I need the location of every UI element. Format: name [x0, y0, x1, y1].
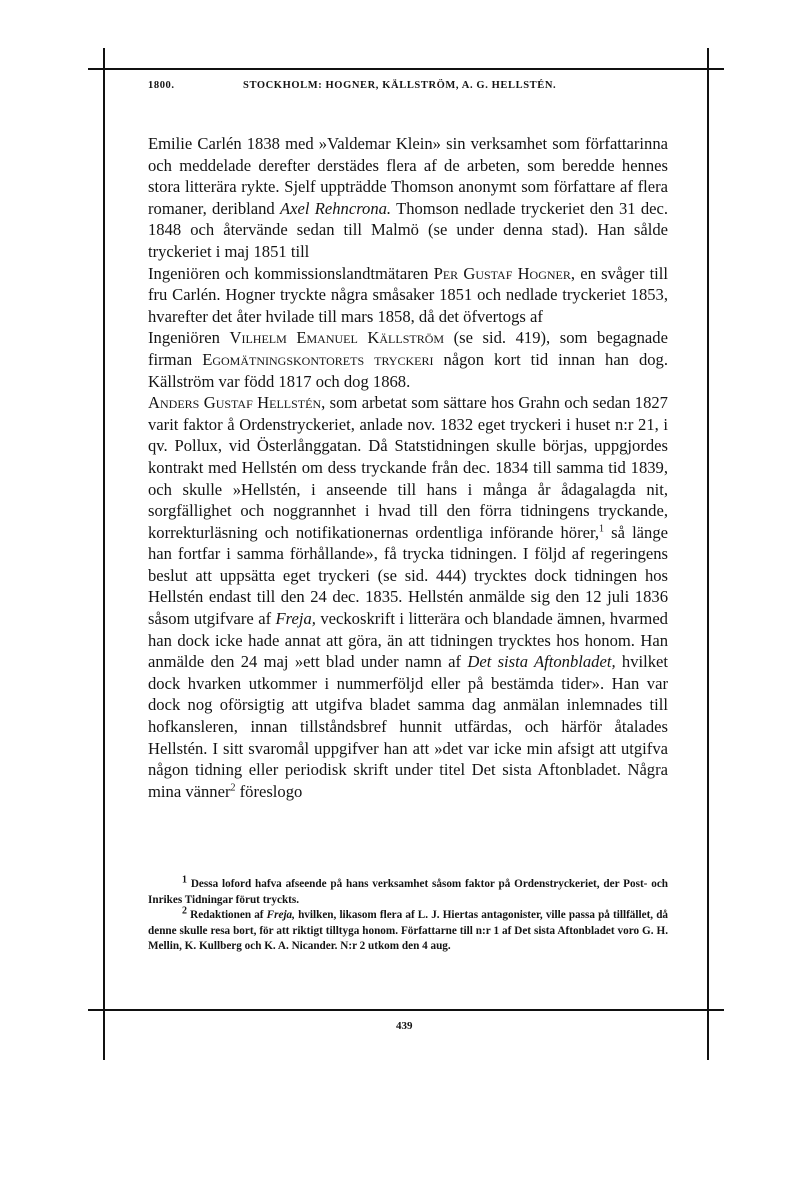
header-page-number: 1800. — [148, 80, 175, 91]
frame-left-rule — [103, 48, 105, 1060]
firm-name: Egomätningskontorets tryckeri — [202, 349, 434, 369]
footnote-1: $^1$ Dessa loford hafva afseende på hans verksamhet såsom faktor på Ordenstryckeriet, der Post- och Inrikes Tidningar förut tryckts. — [148, 874, 669, 906]
paragraph-hogner: Ingeniören och kommissionslandtmätaren Per Gustaf Hogner, en svåger till fru Carlén. Hogner tryckte några småsaker 1851 och nedlade tryckeriet 1853, hvarefter det åter hvilade till mars 1858, då det öfvertogs af — [148, 263, 669, 326]
paragraph-thomson: Emilie Carlén 1838 med »Valdemar Klein» sin verksamhet som författarinna och meddelade derefter derstädes flera af de arbeten, som beredde hennes stora litterära rykte. Sjelf uppträdde Thomson anonymt som författare af flera romaner, deribland Axel Rehncrona. Thomson nedlade tryckeriet den 31 dec. 1848 och återvände sedan till Malmö (se under denna stad). Han sålde tryckeriet i maj 1851 till — [148, 134, 668, 261]
footnote-2: $^2$ Redaktionen af Freja, hvilken, likasom flera af L. J. Hiertas antagonister, ville passa på tillfället, då denne skulle resa bort, för att riktigt tilltyga honom. Författarne till n:r 1 af Det sista Aftonbladet voro G. H. Mellin, K. Kullberg och K. A. Nicander. N:r 2 utkom den 4 aug. — [148, 905, 669, 953]
header-running-title: STOCKHOLM: HOGNER, KÄLLSTRÖM, A. G. HELLSTÉN. — [243, 80, 557, 91]
italic-title: Axel Rehncrona. — [279, 198, 392, 218]
footnotes — [148, 874, 669, 955]
person-name: Anders Gustaf Hellstén, — [148, 393, 326, 413]
header-rule — [88, 68, 724, 70]
paragraph-hellsten: Anders Gustaf Hellstén, som arbetat som sättare hos Grahn och sedan 1827 varit faktor å Ordenstryckeriet, anlade nov. 1832 eget tryckeri i huset n:r 21, i qv. Pollux, vid Österlånggatan. Då Statstidningen skulle börjas, uppgjordes kontrakt med Hellstén om dess tryckande från dec. 1834 till samma tid 1839, och skulle »Hellstén, i anseende till hans i många år ådagalagda nit, sorgfällighet och noggrannhet i hvad till den förra tidningens tryckande, korrekturläsning och notifikationernas ordentliga införande hörer,$^1$ så länge han fortfar i samma förhållande», få trycka tidningen. I följd af regeringens beslut att uppsätta eget tryckeri (se sid. 444) trycktes dock tidningen hos Hellstén endast till den 24 dec. 1835. Hellstén anmälde sig den 12 juli 1836 såsom utgifvare af Freja, veckoskrift i litterära och blandade ämnen, hvarmed han dock icke hade annat att göra, än att tidningen trycktes hos honom. Han anmälde den 24 maj »ett blad under namn af Det sista Aftonbladet, hvilket dock hvarken utkommer i nummerföljd eller på bestämda tider». Han var dock nog oförsigtig att utgifva bladet samma dag anmälan inlemnades till hofkansleren, innan tillståndsbref hunnit utfärdas, och härför åtalades Hellstén. I sitt svaromål uppgifver han att »det var icke min afsigt att utgifva någon tidning eller periodisk skrift under titel Det sista Aftonbladet. Några mina vänner$^2$ föreslogo — [148, 393, 669, 801]
footer-rule — [88, 1009, 724, 1011]
italic-title: Det sista Aftonbladet, — [467, 652, 616, 672]
italic-title: Freja, — [275, 609, 316, 629]
footnote-ref-1: 1 — [599, 523, 604, 535]
page-number: 439 — [396, 1020, 413, 1032]
person-name: Vilhelm Emanuel Källström — [229, 328, 445, 348]
person-name: Per Gustaf Hogner, — [433, 263, 576, 283]
paragraph-kallstrom: Ingeniören Vilhelm Emanuel Källström (se sid. 419), som begagnade firman Egomätningskontorets tryckeri någon kort tid innan han dog. Källström var född 1817 och dog 1868. — [148, 328, 668, 391]
footnote-ref-2: 2 — [230, 782, 236, 794]
main-text — [148, 133, 668, 802]
frame-right-rule — [707, 48, 709, 1060]
